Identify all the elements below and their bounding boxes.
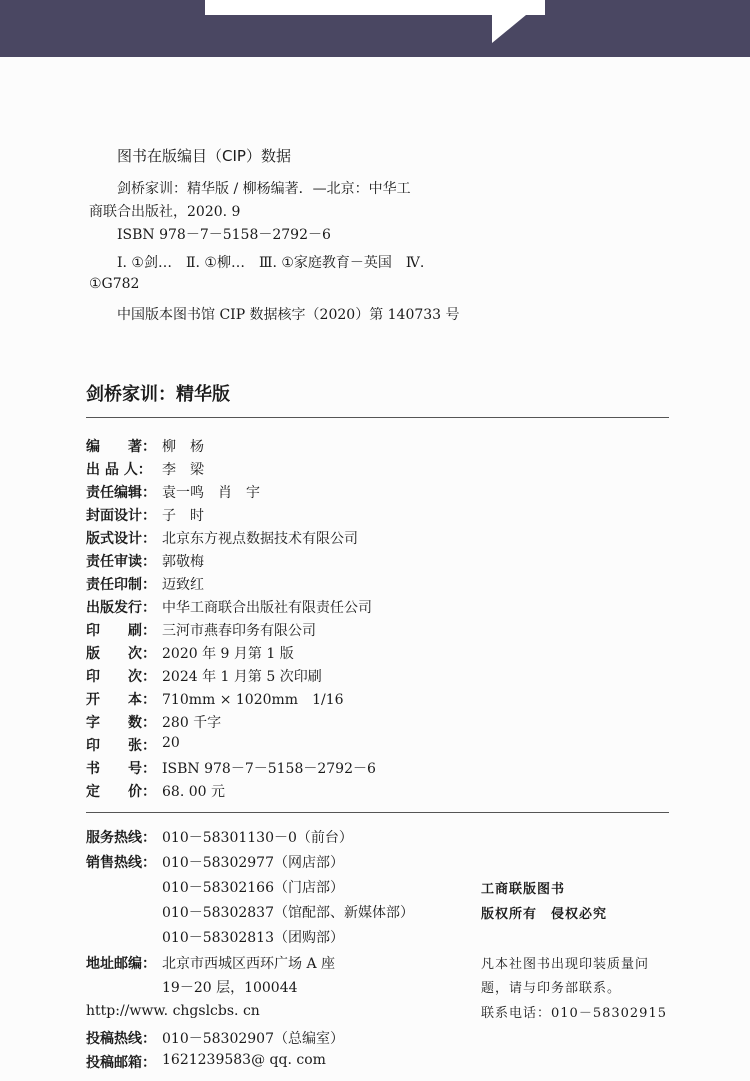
contact-phone-note: 联系电话：010－58302915 — [481, 1006, 667, 1021]
sales-hotline-value: 010－58302166（门店部） — [162, 880, 344, 896]
quality-notice-line-2: 题，请与印务部联系。 — [481, 981, 622, 996]
cip-line-6: 中国版本图书馆 CIP 数据核字（2020）第 140733 号 — [117, 307, 460, 323]
submission-email-label: 投稿邮箱： — [86, 1055, 156, 1071]
website-link[interactable]: http://www. chgslcbs. cn — [86, 1003, 260, 1019]
info-value: 柳 杨 — [162, 439, 204, 455]
address-label: 地址邮编： — [86, 956, 156, 972]
submission-hotline-value: 010－58302907（总编室） — [162, 1031, 344, 1047]
info-label: 字 数： — [86, 715, 156, 731]
info-value: 280 千字 — [162, 715, 222, 731]
speech-bubble-tail — [492, 15, 526, 43]
book-title: 剑桥家训：精华版 — [86, 384, 230, 405]
info-label: 印 刷： — [86, 623, 156, 639]
info-label: 责任审读： — [86, 554, 156, 570]
info-value: 中华工商联合出版社有限责任公司 — [162, 600, 372, 616]
sales-hotline-value: 010－58302977（网店部） — [162, 855, 344, 871]
sales-hotline-label: 销售热线： — [86, 855, 156, 871]
cip-line-5: ①G782 — [89, 276, 140, 292]
info-label: 责任印制： — [86, 577, 156, 593]
info-label: 版式设计： — [86, 531, 156, 547]
publisher-note: 工商联版图书 — [481, 882, 566, 897]
cip-line-4: Ⅰ. ①剑… Ⅱ. ①柳… Ⅲ. ①家庭教育－英国 Ⅳ. — [117, 255, 425, 271]
info-value: 710mm × 1020mm 1/16 — [162, 692, 344, 708]
sales-hotline-value: 010－58302837（馆配部、新媒体部） — [162, 905, 414, 921]
info-value: 2020 年 9 月第 1 版 — [162, 646, 294, 662]
info-value: 2024 年 1 月第 5 次印刷 — [162, 669, 322, 685]
sales-hotline-value: 010－58302813（团购部） — [162, 930, 344, 946]
info-value: 68. 00 元 — [162, 784, 225, 800]
cip-line-2: 商联合出版社，2020. 9 — [89, 204, 241, 220]
info-label: 责任编辑： — [86, 485, 156, 501]
info-value: 郭敬梅 — [162, 554, 204, 570]
info-value: 三河市燕春印务有限公司 — [162, 623, 316, 639]
submission-hotline-label: 投稿热线： — [86, 1031, 156, 1047]
submission-email-value: 1621239583@ qq. com — [162, 1052, 326, 1068]
service-hotline-value: 010－58301130－0（前台） — [162, 830, 353, 846]
info-value: 迈致红 — [162, 577, 204, 593]
info-label: 开 本： — [86, 692, 156, 708]
address-line-2: 19－20 层，100044 — [162, 980, 298, 996]
quality-notice-line-1: 凡本社图书出现印装质量问 — [481, 957, 650, 972]
info-value: 20 — [162, 735, 180, 751]
info-label: 印 张： — [86, 738, 156, 754]
cip-line-1: 剑桥家训：精华版 / 柳杨编著．—北京：中华工 — [117, 181, 411, 197]
info-label: 封面设计： — [86, 508, 156, 524]
divider-top — [86, 417, 669, 418]
info-value: 李 梁 — [162, 462, 204, 478]
address-line-1: 北京市西城区西环广场 A 座 — [162, 956, 336, 972]
info-label: 定 价： — [86, 784, 156, 800]
info-value: 北京东方视点数据技术有限公司 — [162, 531, 358, 547]
info-value: 袁一鸣 肖 宇 — [162, 485, 260, 501]
info-label: 出 品 人： — [86, 462, 152, 478]
cip-isbn: ISBN 978－7－5158－2792－6 — [117, 227, 331, 243]
service-hotline-label: 服务热线： — [86, 830, 156, 846]
info-label: 书 号： — [86, 761, 156, 777]
info-label: 出版发行： — [86, 600, 156, 616]
info-value: ISBN 978－7－5158－2792－6 — [162, 761, 376, 777]
info-label: 编 著： — [86, 439, 156, 455]
info-value: 子 时 — [162, 508, 204, 524]
info-label: 印 次： — [86, 669, 156, 685]
copyright-note: 版权所有 侵权必究 — [481, 907, 608, 922]
info-label: 版 次： — [86, 646, 156, 662]
divider-bottom — [86, 812, 669, 813]
speech-bubble — [205, 0, 545, 15]
cip-title: 图书在版编目（CIP）数据 — [117, 147, 291, 165]
